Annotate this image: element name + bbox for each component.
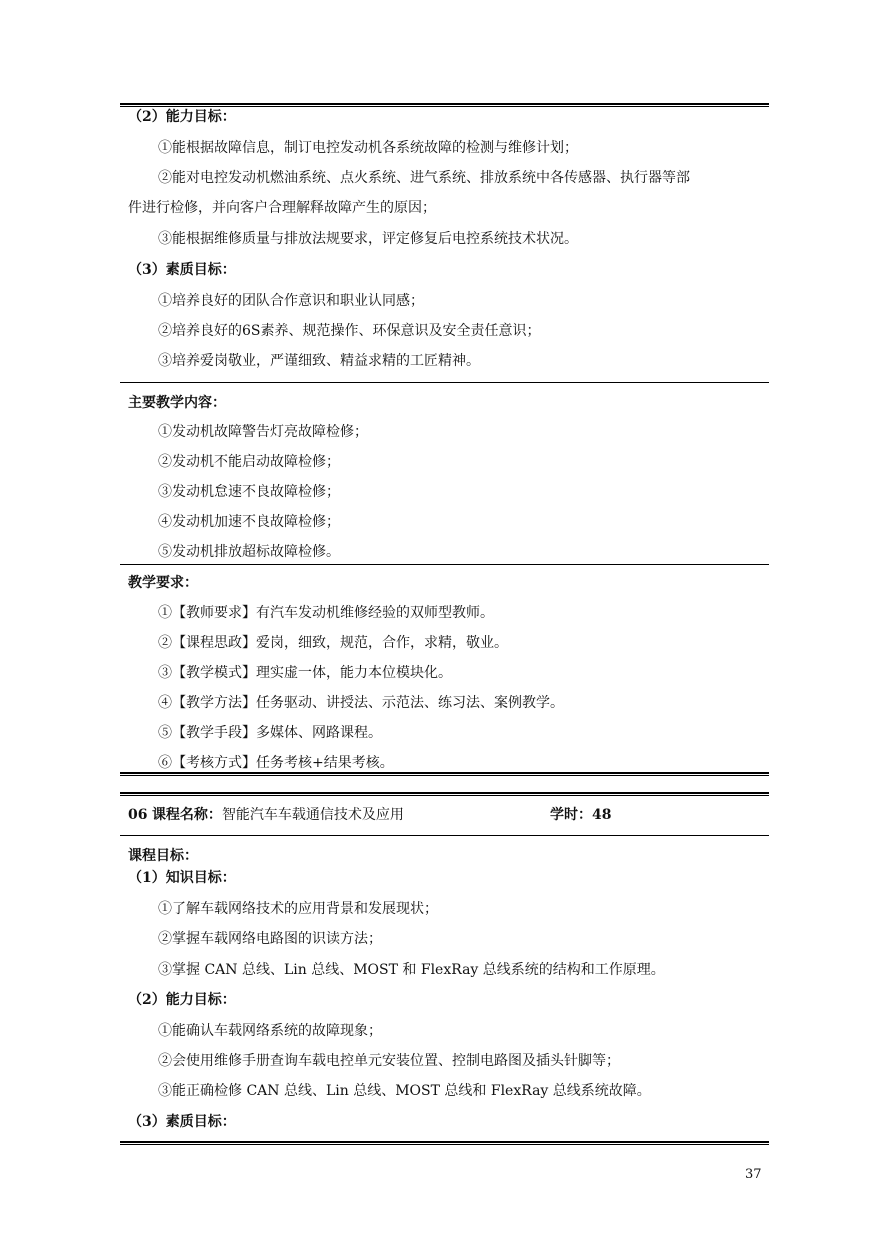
- page-number: 37: [745, 1167, 762, 1182]
- quality-goal-item: ①培养良好的团队合作意识和职业认同感；: [158, 293, 424, 309]
- quality-goals-heading: （3）素质目标：: [128, 262, 236, 278]
- ability-goal-item: ①能确认车载网络系统的故障现象；: [158, 1023, 382, 1039]
- ability-goal-item: ①能根据故障信息，制订电控发动机各系统故障的检测与维修计划；: [158, 140, 578, 156]
- ability-goals-heading: （2）能力目标：: [128, 992, 236, 1008]
- teaching-requirement-item: ⑥【考核方式】任务考核+结果考核。: [158, 755, 394, 771]
- ability-goal-item: ③能根据维修质量与排放法规要求，评定修复后电控系统技术状况。: [158, 231, 578, 247]
- teaching-requirement-item: ①【教师要求】有汽车发动机维修经验的双师型教师。: [158, 605, 494, 621]
- teaching-content-item: ④发动机加速不良故障检修；: [158, 514, 340, 530]
- ability-goals-heading: （2）能力目标：: [128, 109, 236, 125]
- table-bottom-border: [120, 772, 769, 776]
- course-hours-value: 48: [592, 807, 612, 823]
- knowledge-goal-item: ②掌握车载网络电路图的识读方法；: [158, 931, 382, 947]
- course-hours-label: 学时：: [550, 807, 592, 823]
- knowledge-goals-heading: （1）知识目标：: [128, 870, 236, 886]
- ability-goal-item: ②能对电控发动机燃油系统、点火系统、进气系统、排放系统中各传感器、执行器等部: [158, 170, 690, 186]
- knowledge-goal-item: ③掌握 CAN 总线、Lin 总线、MOST 和 FlexRay 总线系统的结构和工作原理。: [158, 962, 665, 978]
- course-number: 06: [128, 807, 148, 823]
- table-top-border: [120, 792, 769, 796]
- teaching-requirement-item: ③【教学模式】理实虚一体，能力本位模块化。: [158, 665, 452, 681]
- teaching-requirement-item: ④【教学方法】任务驱动、讲授法、示范法、练习法、案例教学。: [158, 695, 564, 711]
- section-divider: [120, 382, 769, 383]
- ability-goal-item: ③能正确检修 CAN 总线、Lin 总线、MOST 总线和 FlexRay 总线系统故障。: [158, 1083, 651, 1099]
- ability-goal-item: ②会使用维修手册查询车载电控单元安装位置、控制电路图及插头针脚等；: [158, 1053, 620, 1069]
- teaching-content-item: ⑤发动机排放超标故障检修。: [158, 544, 340, 560]
- teaching-requirement-item: ②【课程思政】爱岗，细致，规范，合作，求精，敬业。: [158, 635, 508, 651]
- teaching-content-item: ②发动机不能启动故障检修；: [158, 454, 340, 470]
- teaching-content-heading: 主要教学内容：: [128, 395, 226, 411]
- quality-goals-heading: （3）素质目标：: [128, 1114, 236, 1130]
- course-goals-heading: 课程目标：: [128, 848, 198, 864]
- ability-goal-item-continued: 件进行检修，并向客户合理解释故障产生的原因；: [128, 200, 436, 216]
- teaching-requirements-heading: 教学要求：: [128, 575, 198, 591]
- teaching-content-item: ①发动机故障警告灯亮故障检修；: [158, 424, 368, 440]
- teaching-requirement-item: ⑤【教学手段】多媒体、网路课程。: [158, 725, 382, 741]
- quality-goal-item: ③培养爱岗敬业，严谨细致、精益求精的工匠精神。: [158, 353, 480, 369]
- quality-goal-item: ②培养良好的6S素养、规范操作、环保意识及安全责任意识；: [158, 323, 541, 339]
- teaching-content-item: ③发动机怠速不良故障检修；: [158, 484, 340, 500]
- table-bottom-border: [120, 1141, 769, 1145]
- course-name-label: 课程名称：: [151, 807, 222, 823]
- knowledge-goal-item: ①了解车载网络技术的应用背景和发展现状；: [158, 901, 438, 917]
- course-name: 智能汽车车载通信技术及应用: [221, 807, 404, 823]
- section-divider: [120, 835, 769, 836]
- course-hours: [550, 805, 611, 825]
- course-title-row: [128, 805, 404, 825]
- section-divider: [120, 564, 769, 565]
